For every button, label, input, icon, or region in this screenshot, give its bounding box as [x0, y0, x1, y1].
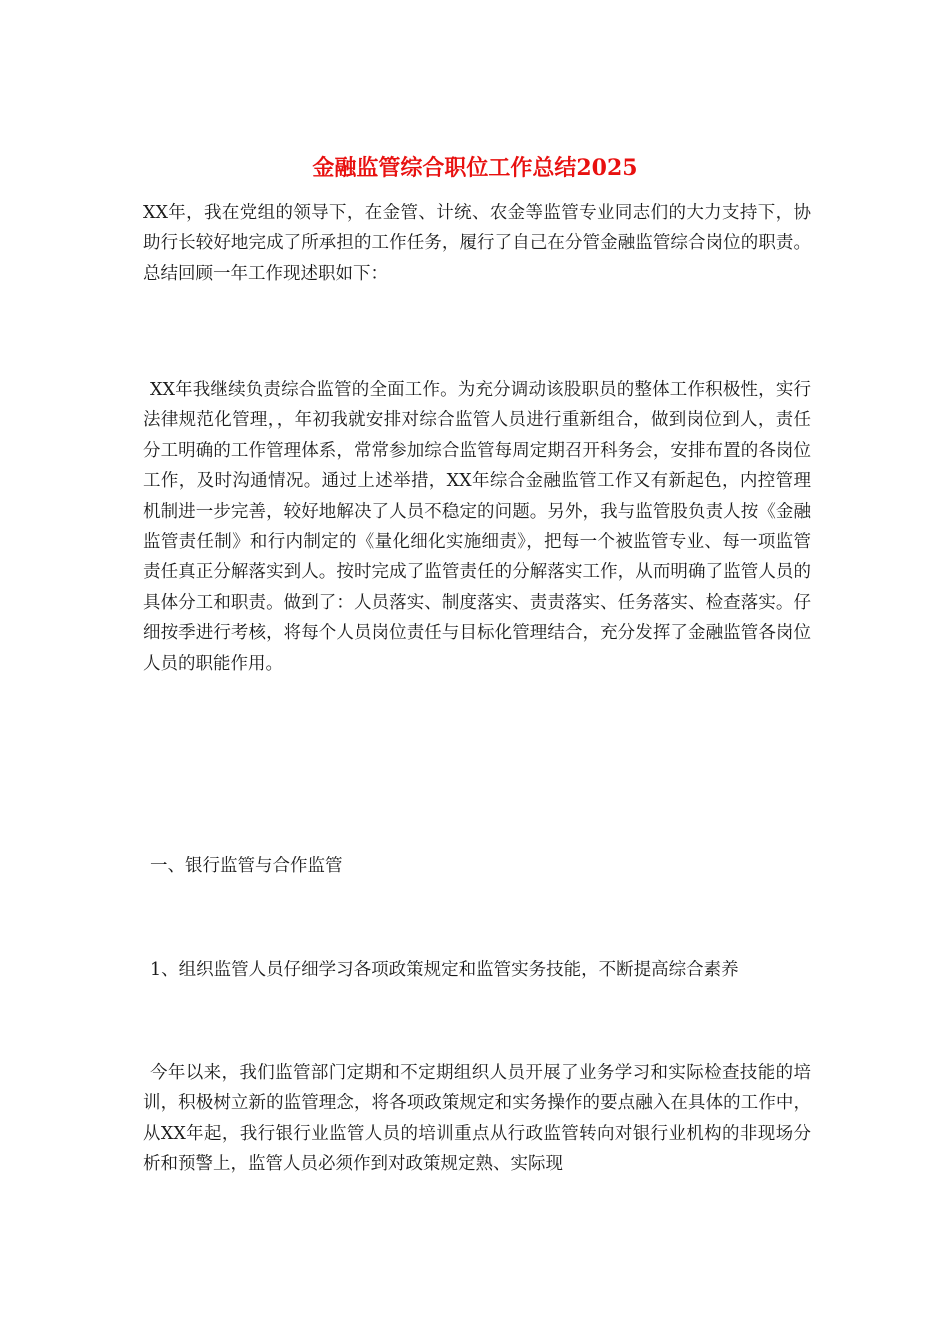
- document-title: 金融监管综合职位工作总结2025: [312, 155, 638, 181]
- intro-paragraph: XX年，我在党组的领导下，在金管、计统、农金等监管专业同志们的大力支持下，协助行长较好地完成了所承担的工作任务，履行了自己在分管金融监管综合岗位的职责。总结回顾一年工作现述职如下：: [143, 203, 811, 284]
- body-paragraph: 今年以来，我们监管部门定期和不定期组织人员开展了业务学习和实际检查技能的培训，积极树立新的监管理念，将各项政策规定和实务操作的要点融入在具体的工作中，从XX年起，我行银行业监管人员的培训重点从行政监管转向对银行业机构的非现场分析和预警上，监管人员必须作到对政策规定熟、实际现: [143, 1063, 811, 1175]
- subsection-heading: 1、组织监管人员仔细学习各项政策规定和监管实务技能，不断提高综合素养: [150, 960, 739, 980]
- section-heading: 一、银行监管与合作监管: [150, 856, 343, 876]
- body-paragraph: XX年我继续负责综合监管的全面工作。为充分调动该股职员的整体工作积极性，实行法律规范化管理，，年初我就安排对综合监管人员进行重新组合，做到岗位到人，责任分工明确的工作管理体系，常常参加综合监管每周定期召开科务会，安排布置的各岗位工作，及时沟通情况。通过上述举措，XX年综合金融监管工作又有新起色，内控管理机制进一步完善，较好地解决了人员不稳定的问题。另外，我与监管股负责人按《金融监管责任制》和行内制定的《量化细化实施细责》，把每一个被监管专业、每一项监管责任真正分解落实到人。按时完成了监管责任的分解落实工作，从而明确了监管人员的具体分工和职责。做到了：人员落实、制度落实、责责落实、任务落实、检查落实。仔细按季进行考核，将每个人员岗位责任与目标化管理结合，充分发挥了金融监管各岗位人员的职能作用。: [143, 380, 811, 674]
